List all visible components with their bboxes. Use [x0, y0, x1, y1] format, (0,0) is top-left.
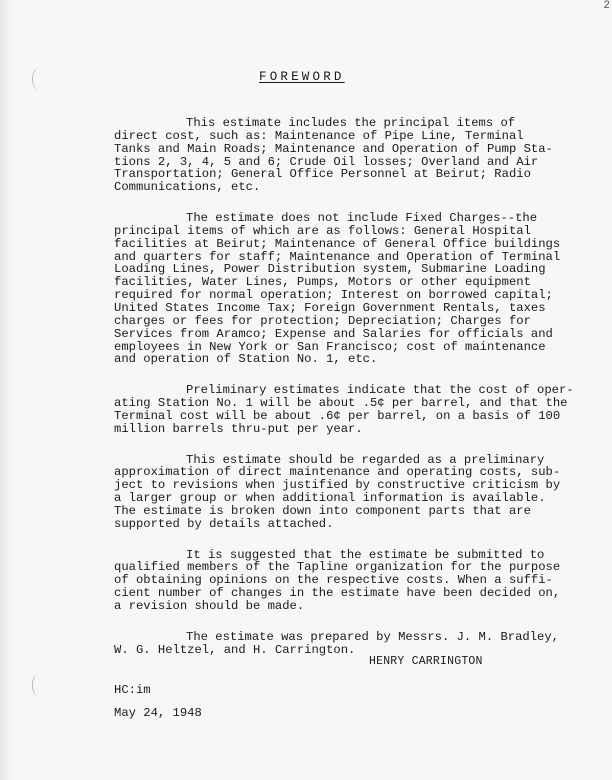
signature-name: HENRY CARRINGTON	[369, 655, 483, 668]
punch-hole-top	[32, 68, 45, 90]
paragraph-5	[114, 549, 574, 613]
document-date: May 24, 1948	[114, 706, 202, 720]
paragraph-4-rest: approximation of direct maintenance and operating costs, sub- ject to revisions when justified by constructive criticism by a larger group or when additional information is available. The estimate is broken down into component parts that are supported by details attached.	[114, 465, 561, 531]
paragraph-4	[114, 454, 574, 531]
paragraph-3	[114, 384, 574, 435]
paragraph-6-rest: W. G. Heltzel, and H. Carrington.	[114, 642, 356, 657]
paragraph-3-first-line: Preliminary estimates indicate that the cost of oper-	[186, 383, 574, 398]
paragraph-6-first-line: The estimate was prepared by Messrs. J. M. Bradley,	[186, 629, 559, 644]
paragraph-5-first-line: It is suggested that the estimate be submitted to	[186, 547, 545, 562]
page-corner-mark: 2	[603, 0, 610, 12]
paragraph-5-rest: qualified members of the Tapline organization for the purpose of obtaining opinions on the respective costs. When a suffi- cient number of changes in the estimate have been decided on, a revision should be made.	[114, 560, 561, 613]
paragraph-4-first-line: This estimate should be regarded as a preliminary	[186, 452, 545, 467]
punch-hole-bottom	[32, 674, 45, 696]
paragraph-6	[114, 631, 574, 657]
paragraph-3-rest: ating Station No. 1 will be about .5¢ per barrel, and that the Terminal cost will be about .6¢ per barrel, on a basis of 100 million barrels thru-put per year.	[114, 396, 568, 436]
paragraph-1	[114, 117, 574, 194]
reference-initials: HC:im	[114, 683, 151, 697]
document-title: FOREWORD	[259, 70, 345, 84]
paragraph-2-first-line: The estimate does not include Fixed Charges--the	[186, 211, 538, 226]
paragraph-2	[114, 212, 574, 366]
paragraph-2-rest: principal items of which are as follows: General Hospital facilities at Beirut; Maintenance of General Office buildings and quarters for staff; Maintenance and Operation of Terminal Loading Lines, Power Distribution system, Submarine Loading facilities, Water Lines, Pumps, Motors or other equipment required for normal operation; Interest on borrowed capital; United States Income Tax; Foreign Government Rentals, taxes charges or fees for protection; Depreciation; Charges for Services from Aramco; Expense and Salaries for officials and employees in New York or San Francisco; cost of maintenance and operation of Station No. 1, etc.	[114, 223, 561, 367]
paragraph-1-first-line: This estimate includes the principal items of	[186, 116, 516, 130]
document-body	[114, 117, 574, 675]
paragraph-1-rest: direct cost, such as: Maintenance of Pipe Line, Terminal Tanks and Main Roads; Maintenance and Operation of Pump Sta- tions 2, 3, 4, 5 and 6; Crude Oil losses; Overland and Air Transportation; General Office Personnel at Beirut; Radio Communications, etc.	[114, 128, 553, 195]
